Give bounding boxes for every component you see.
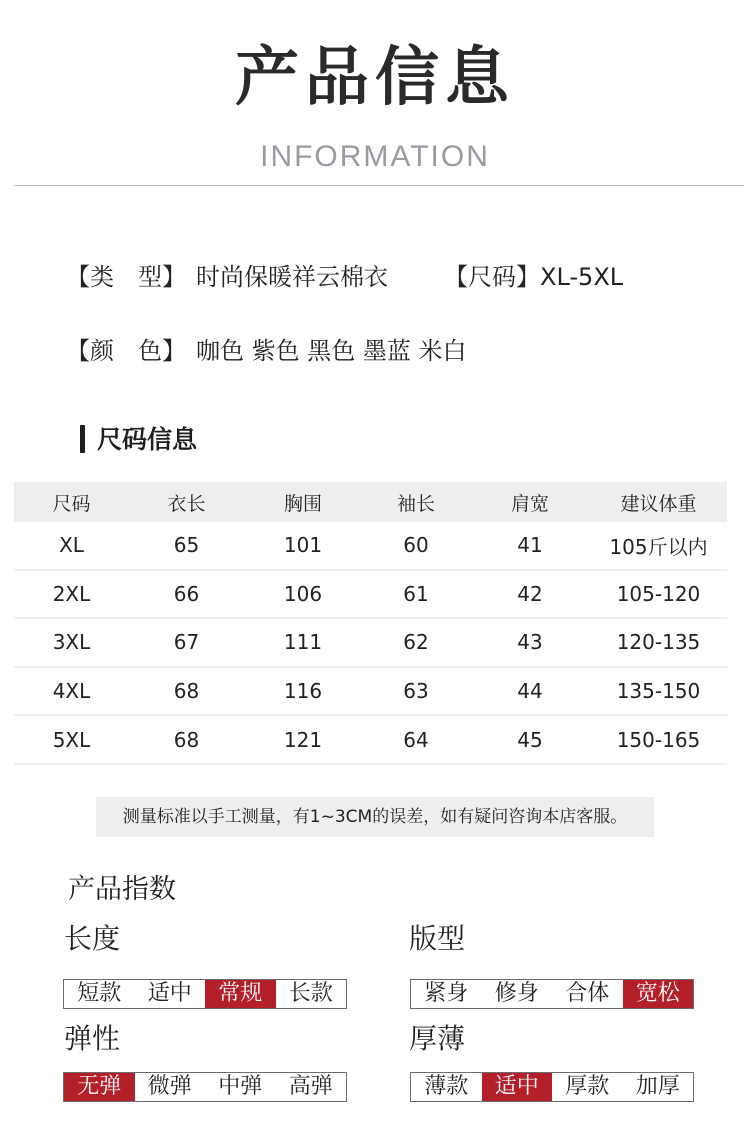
table-cell: 42	[470, 570, 590, 619]
table-row	[14, 618, 727, 667]
type-key: 【类 型】	[66, 263, 186, 291]
size-key: 【尺码】	[444, 263, 540, 291]
table-cell: 68	[129, 715, 244, 764]
elasticity-option: 中弹	[218, 1074, 263, 1099]
fit-option: 宽松	[623, 980, 694, 1008]
length-option: 常规	[205, 980, 276, 1008]
table-cell: 5XL	[14, 715, 129, 764]
table-cell: 61	[362, 570, 470, 619]
table-cell: 64	[362, 715, 470, 764]
page-title: 产品信息	[235, 41, 515, 115]
fit-option: 紧身	[424, 981, 469, 1006]
table-cell: 45	[470, 715, 590, 764]
elasticity-label: 弹性	[64, 1022, 121, 1055]
type-value: 时尚保暖祥云棉衣	[196, 263, 388, 291]
section-bar-icon	[80, 425, 85, 453]
elasticity-scale	[63, 1072, 347, 1102]
elasticity-option: 微弹	[147, 1074, 192, 1099]
color-row	[66, 335, 467, 367]
table-row	[14, 522, 727, 570]
table-row	[14, 570, 727, 619]
fit-option: 修身	[494, 981, 539, 1006]
table-cell: 41	[470, 522, 590, 570]
thickness-scale	[410, 1072, 694, 1102]
table-cell: 121	[244, 715, 362, 764]
table-cell: 111	[244, 618, 362, 667]
table-cell: 105斤以内	[590, 522, 727, 570]
table-cell: 62	[362, 618, 470, 667]
thickness-option: 加厚	[635, 1074, 680, 1099]
thickness-option: 厚款	[565, 1074, 610, 1099]
length-option: 长款	[288, 981, 333, 1006]
table-cell: 68	[129, 667, 244, 716]
table-header-row	[14, 482, 727, 522]
table-cell: 2XL	[14, 570, 129, 619]
column-header: 胸围	[244, 482, 362, 522]
size-value: XL-5XL	[540, 263, 624, 291]
table-cell: 63	[362, 667, 470, 716]
table-cell: 3XL	[14, 618, 129, 667]
table-cell: XL	[14, 522, 129, 570]
fit-label: 版型	[409, 922, 466, 955]
table-cell: 135-150	[590, 667, 727, 716]
table-cell: 101	[244, 522, 362, 570]
table-cell: 150-165	[590, 715, 727, 764]
column-header: 袖长	[362, 482, 470, 522]
table-cell: 116	[244, 667, 362, 716]
size-section-heading	[80, 424, 197, 456]
product-index-heading: 产品指数	[68, 874, 176, 905]
table-cell: 106	[244, 570, 362, 619]
fit-option: 合体	[565, 981, 610, 1006]
column-header: 尺码	[14, 482, 129, 522]
measurement-note: 测量标准以手工测量，有1~3CM的误差，如有疑问咨询本店客服。	[96, 797, 654, 837]
column-header: 衣长	[129, 482, 244, 522]
thickness-option: 适中	[482, 1073, 553, 1101]
table-cell: 67	[129, 618, 244, 667]
header-divider	[14, 185, 744, 186]
table-cell: 120-135	[590, 618, 727, 667]
table-cell: 43	[470, 618, 590, 667]
elasticity-option: 无弹	[64, 1073, 135, 1101]
table-cell: 44	[470, 667, 590, 716]
length-scale	[63, 979, 347, 1009]
size-section-title: 尺码信息	[97, 425, 198, 454]
size-range-row	[444, 261, 623, 293]
length-option: 适中	[147, 981, 192, 1006]
color-value: 咖色 紫色 黑色 墨蓝 米白	[196, 337, 467, 365]
table-cell: 66	[129, 570, 244, 619]
thickness-label: 厚薄	[409, 1022, 466, 1055]
thickness-option: 薄款	[424, 1074, 469, 1099]
table-cell: 65	[129, 522, 244, 570]
table-cell: 60	[362, 522, 470, 570]
column-header: 建议体重	[590, 482, 727, 522]
table-cell: 4XL	[14, 667, 129, 716]
page-subtitle: INFORMATION	[260, 140, 490, 173]
table-row	[14, 667, 727, 716]
length-label: 长度	[64, 922, 121, 955]
color-key: 【颜 色】	[66, 337, 186, 365]
table-row	[14, 715, 727, 764]
elasticity-option: 高弹	[288, 1074, 333, 1099]
table-cell: 105-120	[590, 570, 727, 619]
size-table	[14, 482, 727, 765]
column-header: 肩宽	[470, 482, 590, 522]
fit-scale	[410, 979, 694, 1009]
length-option: 短款	[77, 981, 122, 1006]
type-row	[66, 261, 388, 293]
